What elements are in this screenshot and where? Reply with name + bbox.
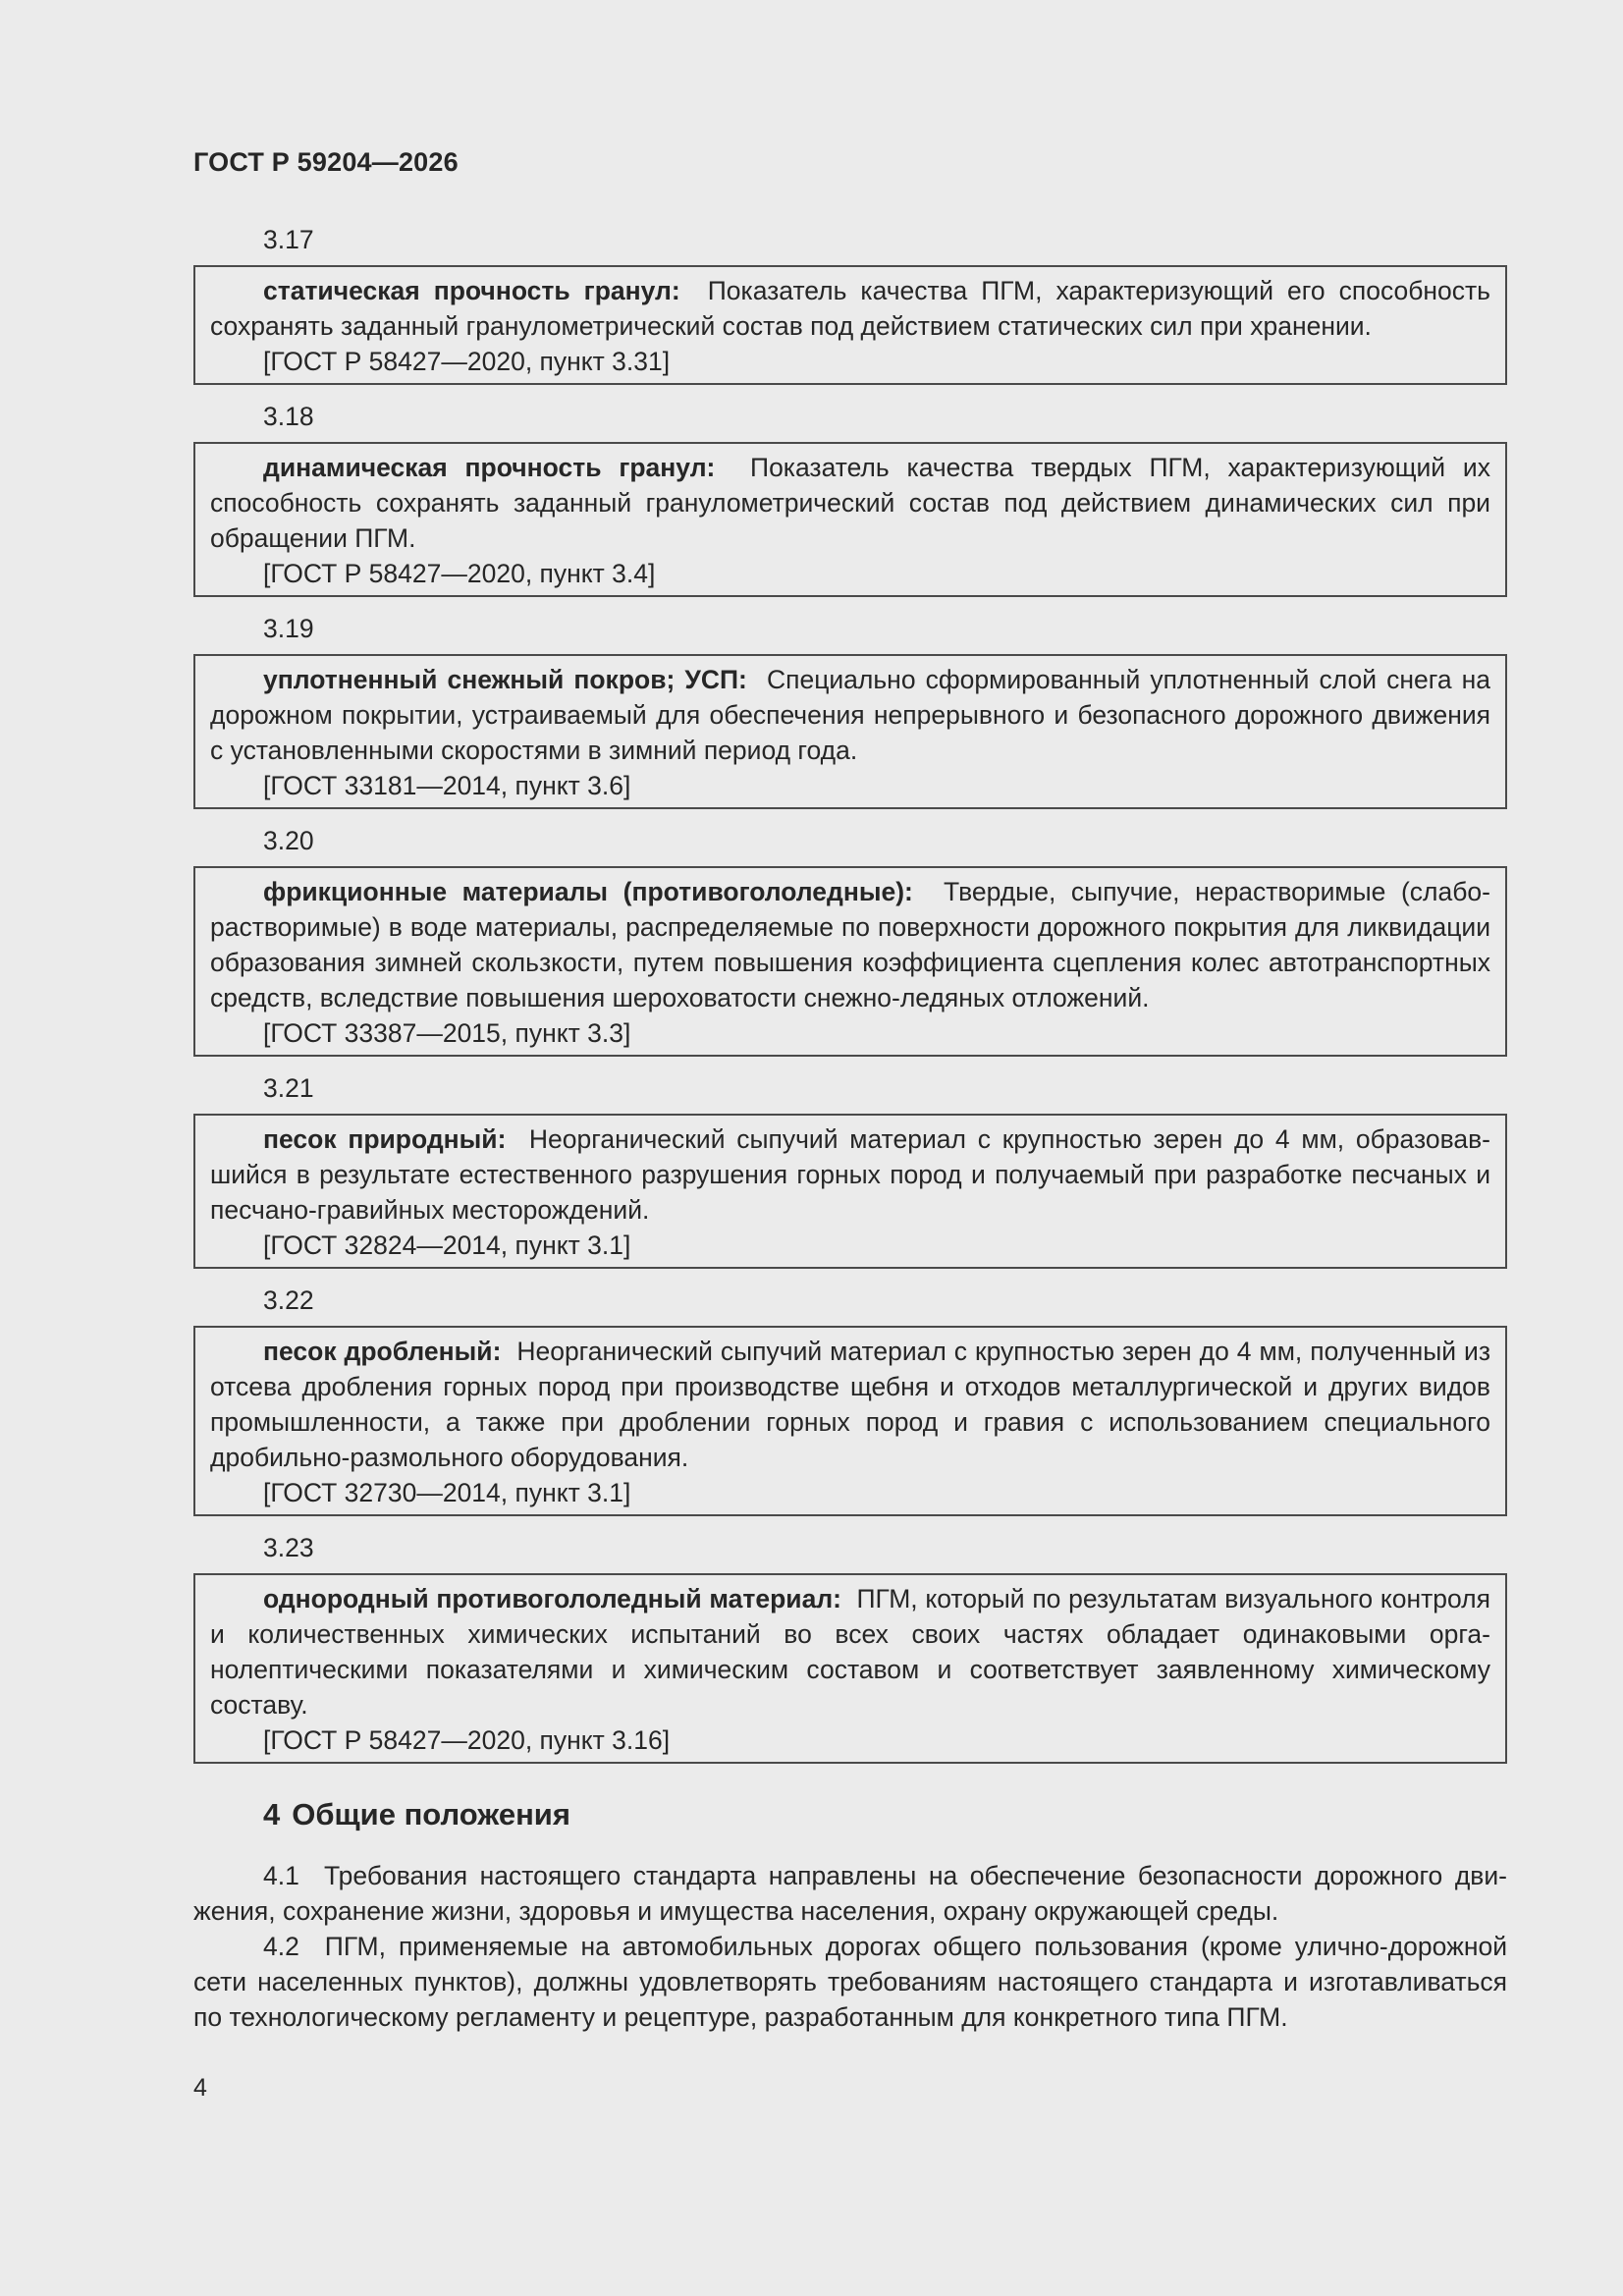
document-body <box>193 222 1507 2035</box>
term-box <box>193 442 1507 597</box>
term-definition <box>210 450 1490 556</box>
term-source: [ГОСТ 33387—2015, пункт 3.3] <box>263 1018 631 1048</box>
term-source: [ГОСТ 32730—2014, пункт 3.1] <box>263 1478 631 1507</box>
term-name: однородный противогололедный материал: <box>263 1584 841 1613</box>
term-number: 3.18 <box>263 402 314 431</box>
term-definition <box>210 1581 1490 1722</box>
term-source: [ГОСТ 32824—2014, пункт 3.1] <box>263 1230 631 1260</box>
term-box <box>193 654 1507 809</box>
section-title: Общие положения <box>292 1797 570 1831</box>
term-box <box>193 265 1507 385</box>
term-number: 3.23 <box>263 1533 314 1562</box>
term-text: Показатель качества ПГМ, характеризующий его способность сохранять заданный гранулометрический состав под действием статических сил при хранении. <box>210 276 1490 341</box>
term-source: [ГОСТ Р 58427—2020, пункт 3.4] <box>263 559 656 588</box>
paragraph <box>193 1858 1507 1929</box>
term-number: 3.21 <box>263 1073 314 1103</box>
term-name: песок дробленый: <box>263 1337 502 1366</box>
term-text: Показатель качества твердых ПГМ, характеризующий их способность сохранять заданный гранулометрический состав под действием динамических сил при обращении ПГМ. <box>210 453 1490 553</box>
term-entry <box>193 823 1507 1057</box>
term-text: Неорганический сыпучий материал с крупностью зерен до 4 мм, полученный из отсева дробления горных пород при производстве щебня и отходов металлургической и других видов промышленности, а также при дроблении горных пород и гравия с использованием специального дробильно-размольного оборудования. <box>210 1337 1491 1472</box>
term-source: [ГОСТ 33181—2014, пункт 3.6] <box>263 771 631 800</box>
paragraph-text: ПГМ, применяемые на автомобильных дорогах общего пользования (кроме улично-дорожной сети населенных пунктов), должны удовлетворять требованиям настоящего стандарта и изготавливаться по технологическому регламенту и рецептуре, разработанным для конкретного типа ПГМ. <box>193 1932 1507 2032</box>
term-name: динамическая прочность гранул: <box>263 453 716 482</box>
term-entry <box>193 611 1507 809</box>
term-number: 3.20 <box>263 826 314 855</box>
term-number: 3.22 <box>263 1285 314 1315</box>
term-number: 3.19 <box>263 614 314 643</box>
term-name: статическая прочность гранул: <box>263 276 680 305</box>
term-name: песок природный: <box>263 1124 507 1154</box>
term-definition <box>210 273 1490 344</box>
term-definition <box>210 874 1490 1015</box>
term-entry <box>193 1070 1507 1269</box>
term-entry <box>193 222 1507 385</box>
term-entry <box>193 1283 1507 1516</box>
term-text: Твердые, сыпучие, нерастворимые (слаборастворимые) в воде материалы, распределяемые по поверхности дорожного покрытия для ликвидации образования зимней скользкости, путем повышения коэффициента сцепления колес автотранспортных средств, вследствие повышения шероховатости снежно-ледяных отложений. <box>210 877 1490 1012</box>
paragraph-number: 4.2 <box>263 1932 299 1961</box>
term-text: Специально сформированный уплотненный слой снега на дорожном покрытии, устраиваемый для обеспечения непрерывного и безопасного дорожного движения с установленными скоростями в зимний период года. <box>210 665 1490 765</box>
term-entry <box>193 399 1507 597</box>
term-name: фрикционные материалы (противогололедные): <box>263 877 913 906</box>
term-box <box>193 1326 1507 1516</box>
term-name: уплотненный снежный покров; УСП: <box>263 665 747 694</box>
term-source: [ГОСТ Р 58427—2020, пункт 3.31] <box>263 347 671 376</box>
term-entry <box>193 1530 1507 1764</box>
term-box <box>193 1114 1507 1269</box>
paragraph-text: Требования настоящего стандарта направлены на обеспечение безопасности дорожного движения, сохранение жизни, здоровья и имущества населения, охрану окружающей среды. <box>193 1861 1507 1926</box>
section-number: 4 <box>263 1797 281 1831</box>
section-heading <box>193 1795 1507 1834</box>
term-definition <box>210 1121 1490 1228</box>
term-text: Неорганический сыпучий материал с крупностью зерен до 4 мм, образовавшийся в результате естественного разрушения горных пород и получаемый при разработке песчаных и песчано-гравийных месторождений. <box>210 1124 1490 1225</box>
paragraph <box>193 1929 1507 2035</box>
term-box <box>193 1573 1507 1764</box>
term-definition <box>210 1334 1490 1475</box>
term-text: ПГМ, который по результатам визуального контроля и количественных химических испытаний во всех своих частях обладает одинаковыми органолептическими показателями и химическим составом и соответствует заявленному химическому составу. <box>210 1584 1490 1720</box>
term-number: 3.17 <box>263 225 314 254</box>
paragraph-number: 4.1 <box>263 1861 299 1890</box>
document-header: ГОСТ Р 59204—2026 <box>193 147 459 177</box>
term-source: [ГОСТ Р 58427—2020, пункт 3.16] <box>263 1725 671 1755</box>
term-definition <box>210 662 1490 768</box>
page-number: 4 <box>193 2074 207 2102</box>
term-box <box>193 866 1507 1057</box>
